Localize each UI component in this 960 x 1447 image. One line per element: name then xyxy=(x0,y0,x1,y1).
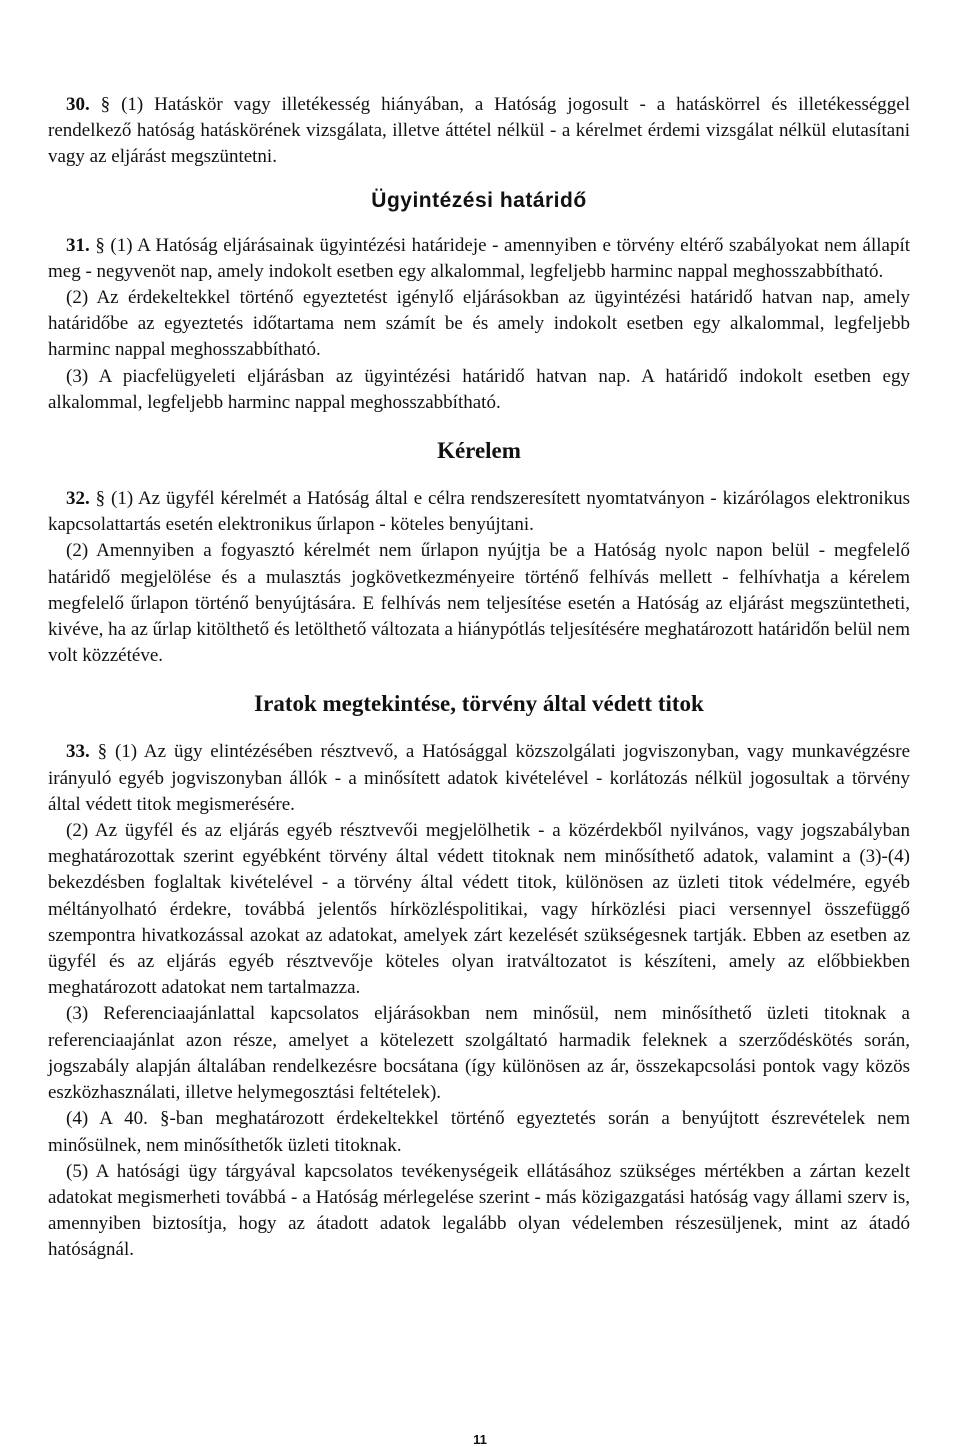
section-30-paragraph-1 xyxy=(48,92,910,171)
document-page xyxy=(48,92,910,1264)
section-33-paragraph-2: (2) Az ügyfél és az eljárás egyéb résztvevői megjelölhetik - a közérdekből nyilvános, vagy jogszabályban meghatározottak szerint egyébként törvény által védett titoknak nem minősíthető adatok, valamint a (3)-(4) bekezdésben foglaltak kivételével - a törvény által védett titok, különösen az üzleti titok védelmére, egyéb méltányolható érdekre, továbbá jelentős hírközléspolitikai, vagy hírközlési piaci versennyel összefüggő szempontra hivatkozással azokat az adatokat, amelyek zárt kezelését szükségesnek tartják. Ebben az esetben az ügyfél és az eljárás egyéb résztvevője köteles olyan iratváltozatot is készíteni, amely az előbbiekben meghatározott adatokat nem tartalmazza. xyxy=(48,820,910,999)
heading-kerelem: Kérelem xyxy=(437,438,521,464)
section-31-text-1: § (1) A Hatóság eljárásainak ügyintézési határideje - amennyiben e törvény eltérő szabályokat nem állapít meg - negyvenöt nap, amely indokolt esetben egy alkalommal, legfeljebb harminc nappal meghosszabbítható. xyxy=(48,234,910,282)
section-31-paragraph-3: (3) A piacfelügyeleti eljárásban az ügyintézési határidő hatvan nap. A határidő indokolt esetben egy alkalommal, legfeljebb harminc nappal meghosszabbítható. xyxy=(48,365,910,413)
section-32-paragraph-2: (2) Amennyiben a fogyasztó kérelmét nem űrlapon nyújtja be a Hatóság nyolc napon belül - megfelelő határidő megjelölése és a mulasztás jogkövetkezményeire történő felhívás mellett - felhívhatja a kérelem megfelelő űrlapon történő benyújtására. E felhívás nem teljesítése esetén a Hatóság az eljárást megszüntetheti, kivéve, ha az űrlap kitölthető és letölthető változata a hiánypótlás teljesítésére meghatározott határidőn belül nem volt közzétéve. xyxy=(48,540,910,667)
section-32-number: 32. xyxy=(66,488,90,510)
section-31-number: 31. xyxy=(66,234,90,256)
section-33-paragraph-3: (3) Referenciaajánlattal kapcsolatos eljárásokban nem minősül, nem minősíthető üzleti titoknak a referenciaajánlat azon része, amelyet a kötelezett szolgáltató harmadik feleknek a szerződéskötés során, jogszabály alapján általában rendelkezésre bocsátana (így különösen az ár, összekapcsolási pontok vagy közös eszközhasználati, illetve helymegosztási feltételek). xyxy=(48,1003,910,1104)
page-number: 11 xyxy=(473,1432,487,1447)
section-30-text-1: § (1) Hatáskör vagy illetékesség hiányában, a Hatóság jogosult - a hatáskörrel és illetékességgel rendelkező hatóság hatáskörének vizsgálata, illetve áttétel nélkül - a kérelmet érdemi vizsgálat nélkül elutasítani vagy az eljárást megszüntetni. xyxy=(48,94,911,168)
section-33-paragraph-5: (5) A hatósági ügy tárgyával kapcsolatos tevékenységeik ellátásához szükséges mértékben a zártan kezelt adatokat megismerheti továbbá - a Hatóság mérlegelése szerint - más közigazgatási hatóság vagy állami szerv is, amennyiben biztosítja, hogy az átadott adatok legalább olyan védelemben részesüljenek, mint az átadó hatóságnál. xyxy=(48,1160,910,1261)
section-33-number: 33. xyxy=(66,741,90,763)
heading-iratok-megtekintese: Iratok megtekintése, törvény által védett titok xyxy=(254,691,704,717)
section-31-paragraph-1 xyxy=(48,233,910,285)
section-33-paragraph-4: (4) A 40. §-ban meghatározott érdekeltekkel történő egyeztetés során a benyújtott észrevételek nem minősülnek, nem minősíthetők üzleti titoknak. xyxy=(48,1108,910,1156)
section-31-paragraph-2: (2) Az érdekeltekkel történő egyeztetést igénylő eljárásokban az ügyintézési határidő hatvan nap, amely határidőbe az egyeztetés időtartama nem számít be és amely indokolt esetben egy alkalommal, legfeljebb harminc nappal meghosszabbítható. xyxy=(48,287,910,361)
section-30-number: 30. xyxy=(66,94,90,115)
section-32-text-1: § (1) Az ügyfél kérelmét a Hatóság által e célra rendszeresített nyomtatványon - kizárólagos elektronikus kapcsolattartás esetén elektronikus űrlapon - köteles benyújtani. xyxy=(48,488,910,536)
section-33-paragraph-1 xyxy=(48,739,910,818)
section-33-text-1: § (1) Az ügy elintézésében résztvevő, a Hatósággal közszolgálati jogviszonyban, vagy munkavégzésre irányuló egyéb jogviszonyban állók - a minősített adatok kivételével - korlátozás nélkül jogosultak a törvény által védett titok megismerésére. xyxy=(48,741,911,815)
heading-ugyintezesi-hatarido: Ügyintézési határidő xyxy=(371,188,587,212)
section-32-paragraph-1 xyxy=(48,486,910,538)
